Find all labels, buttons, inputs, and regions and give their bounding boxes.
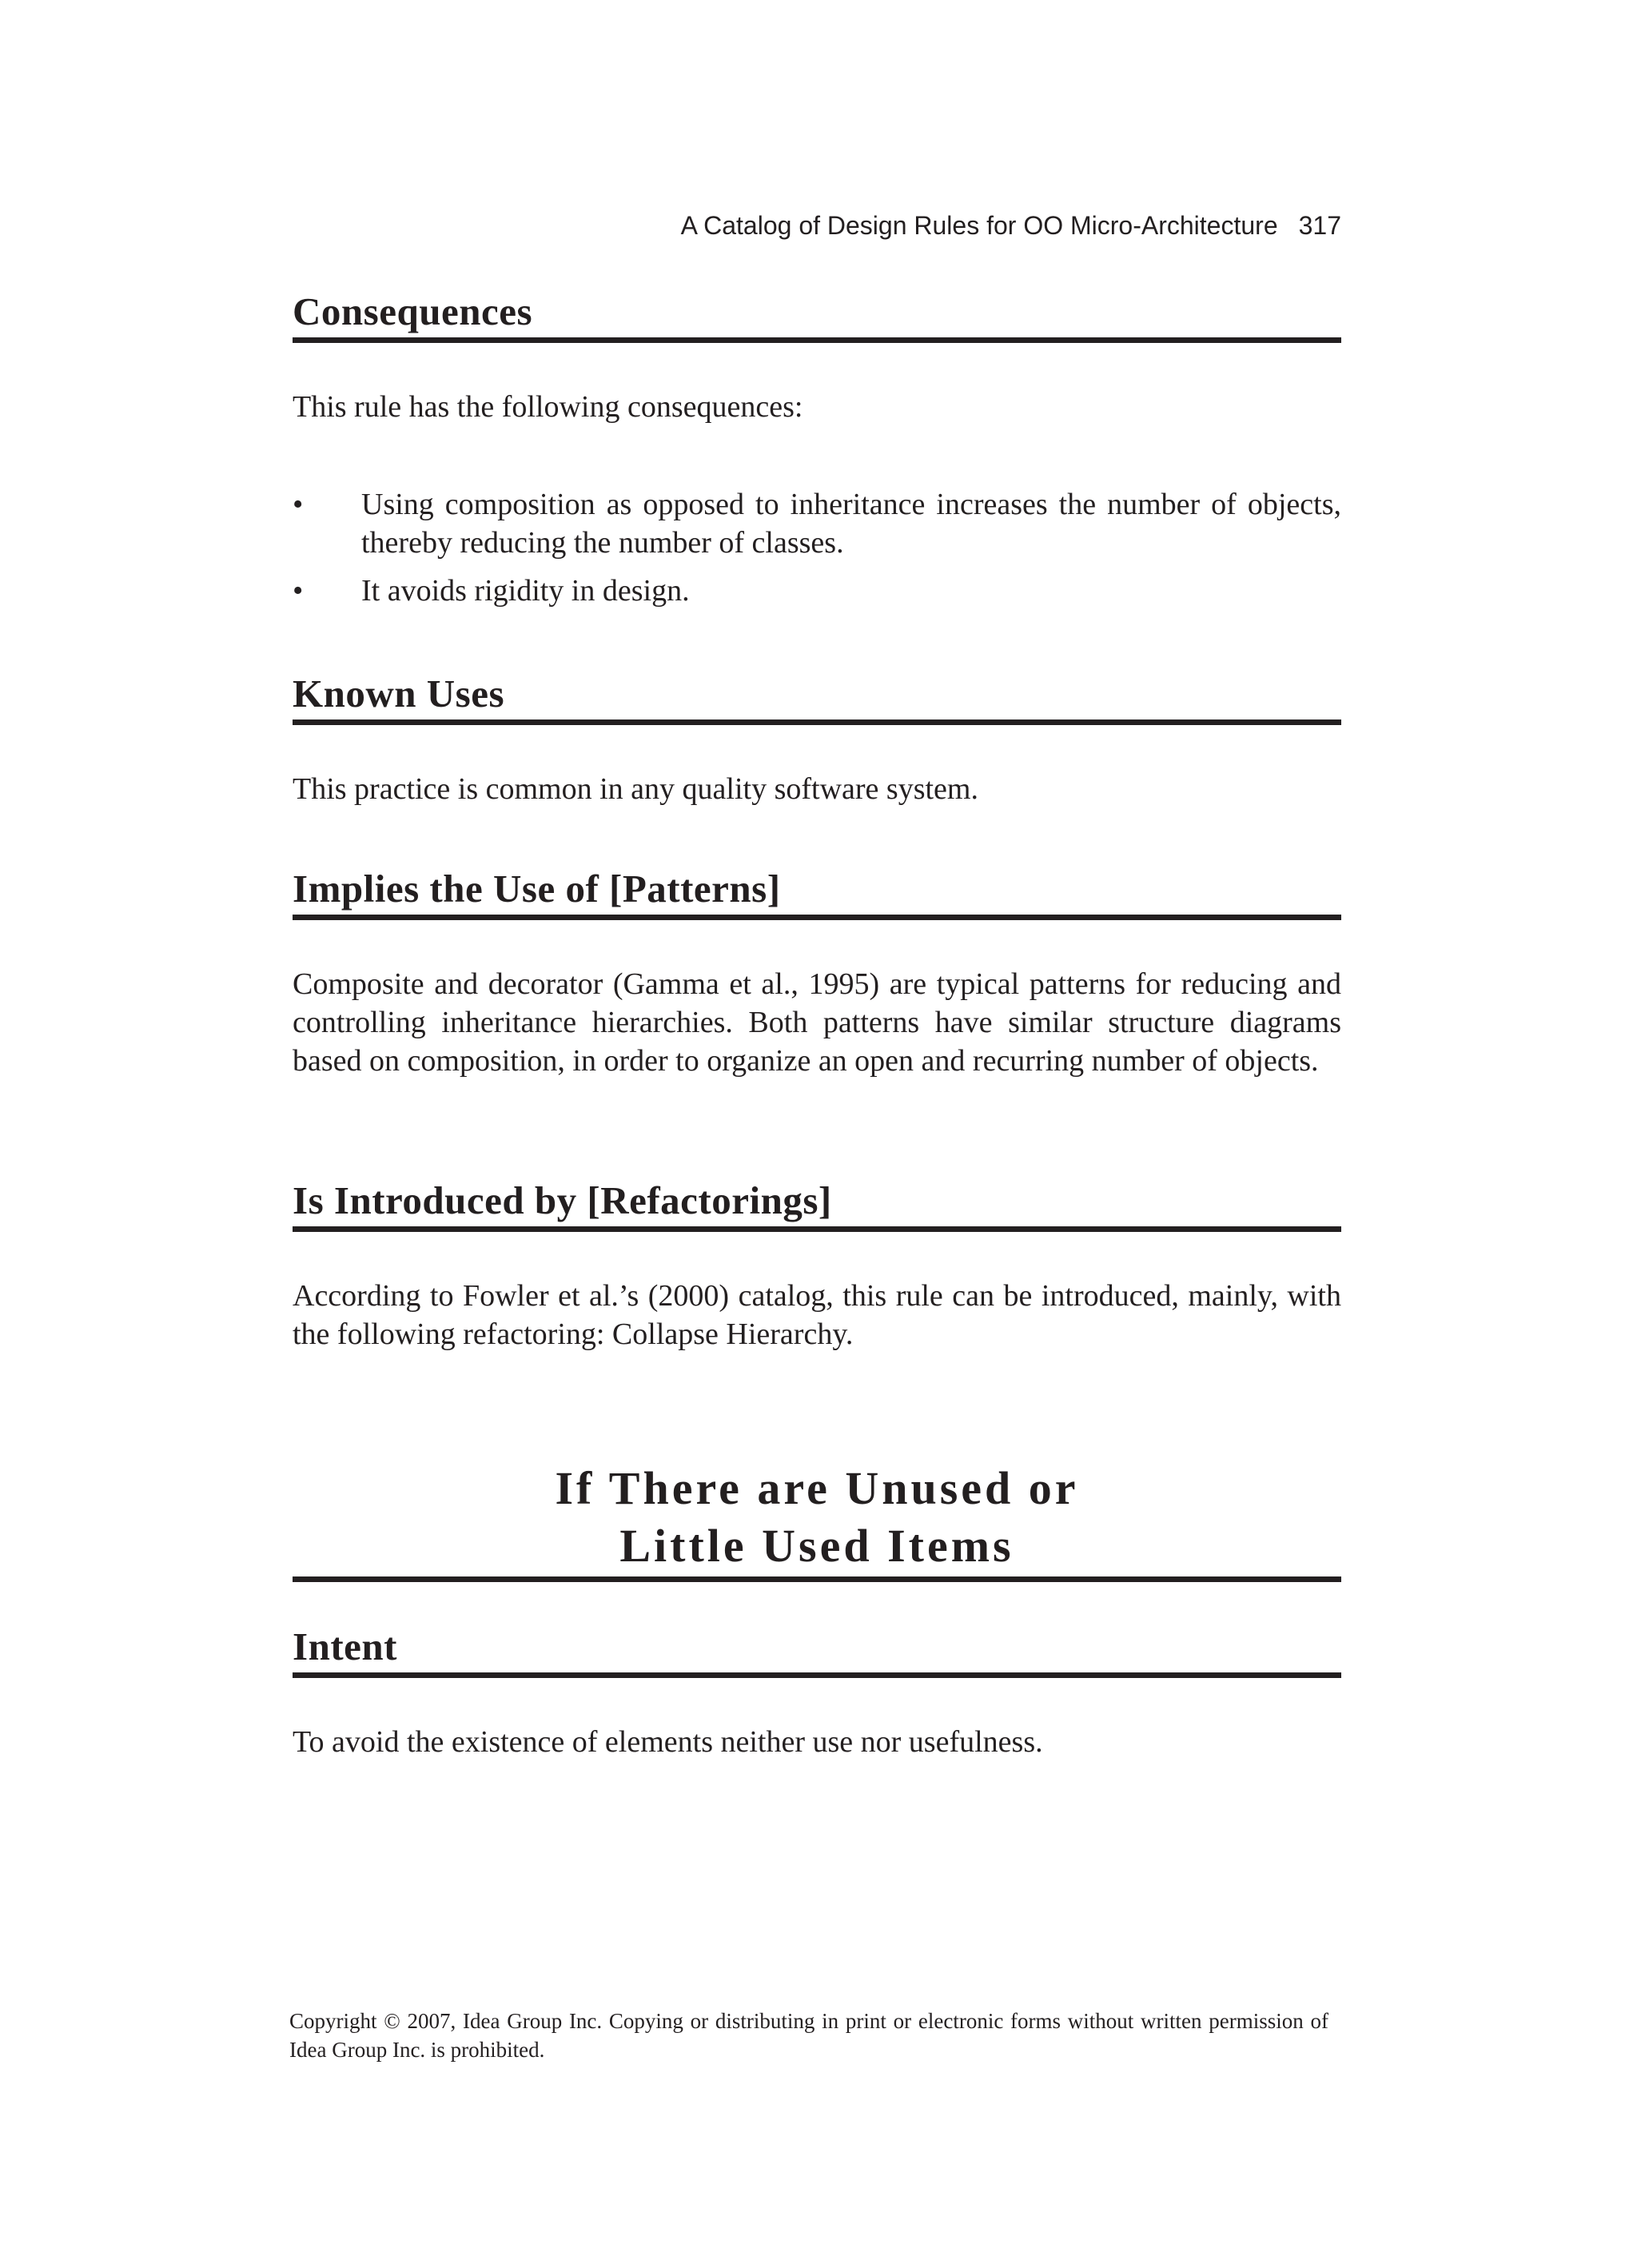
- intent-heading: Intent: [293, 1623, 1341, 1678]
- page-number: 317: [1298, 211, 1341, 240]
- list-item: [293, 572, 1341, 610]
- rule-title-line-2: Little Used Items: [619, 1520, 1014, 1572]
- known-uses-heading: Known Uses: [293, 670, 1341, 725]
- introduced-by-text: According to Fowler et al.’s (2000) catalog, this rule can be introduced, mainly, with the following refactoring: Collapse Hierarchy.: [293, 1279, 1341, 1351]
- running-head-title: A Catalog of Design Rules for OO Micro-Architecture: [680, 211, 1278, 240]
- rule-title: [293, 1460, 1341, 1582]
- known-uses-text: This practice is common in any quality software system.: [293, 772, 978, 806]
- introduced-by-heading: Is Introduced by [Refactorings]: [293, 1177, 1341, 1232]
- consequences-list: [293, 485, 1341, 610]
- running-head: [293, 209, 1341, 241]
- rule-title-line-1: If There are Unused or: [555, 1462, 1079, 1514]
- implies-patterns-heading: Implies the Use of [Patterns]: [293, 865, 1341, 920]
- bullet-glyph: •: [293, 574, 304, 608]
- intent-text: To avoid the existence of elements neither use nor usefulness.: [293, 1725, 1043, 1759]
- list-item-text: It avoids rigidity in design.: [361, 574, 690, 608]
- consequences-intro: This rule has the following consequences:: [293, 390, 803, 424]
- list-item: [293, 485, 1341, 562]
- bullet-glyph: •: [293, 488, 304, 521]
- copyright-notice: Copyright © 2007, Idea Group Inc. Copying or distributing in print or electronic forms without written permission of Idea Group Inc. is prohibited.: [289, 2009, 1328, 2062]
- implies-patterns-text: Composite and decorator (Gamma et al., 1995) are typical patterns for reducing and controlling inheritance hierarchies. Both patterns have similar structure diagrams based on composition, in order to organize an open and recurring number of objects.: [293, 967, 1341, 1078]
- list-item-text: Using composition as opposed to inheritance increases the number of objects, thereby reducing the number of classes.: [361, 488, 1341, 560]
- consequences-heading: Consequences: [293, 288, 1341, 343]
